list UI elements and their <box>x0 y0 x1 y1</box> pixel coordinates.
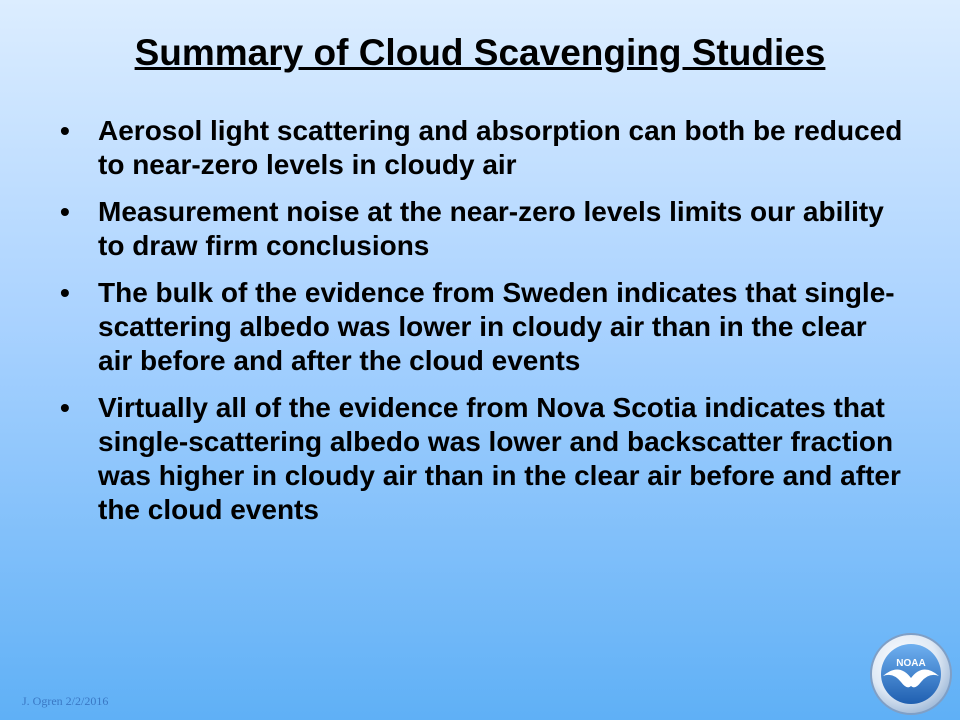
bullet-text: Measurement noise at the near-zero levels limits our ability to draw firm conclusions <box>98 196 884 261</box>
bullet-item <box>58 276 908 378</box>
noaa-logo-icon <box>869 632 953 716</box>
bullet-text: The bulk of the evidence from Sweden indicates that single-scattering albedo was lower in cloudy air than in the clear air before and after the cloud events <box>98 277 895 376</box>
bullet-glyph: • <box>60 115 70 146</box>
bullet-glyph: • <box>60 277 70 308</box>
bullet-item <box>58 195 908 263</box>
slide-title: Summary of Cloud Scavenging Studies <box>134 32 826 73</box>
bullet-list <box>58 114 908 540</box>
bullet-item <box>58 391 908 527</box>
bullet-text: Virtually all of the evidence from Nova Scotia indicates that single-scattering albedo was lower and backscatter fraction was higher in cloudy air than in the clear air before and after the cloud events <box>98 392 901 525</box>
bullet-item <box>58 114 908 182</box>
footer-author-date: J. Ogren 2/2/2016 <box>22 694 109 708</box>
bullet-glyph: • <box>60 392 70 423</box>
bullet-text: Aerosol light scattering and absorption can both be reduced to near-zero levels in cloudy air <box>98 115 903 180</box>
bullet-glyph: • <box>60 196 70 227</box>
logo-text: NOAA <box>896 658 926 669</box>
